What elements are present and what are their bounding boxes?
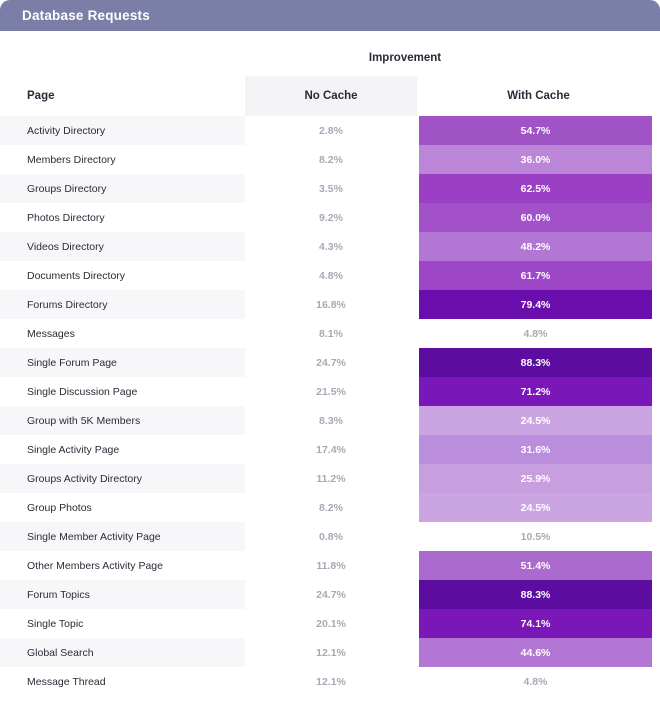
table-row <box>0 261 660 290</box>
row-page-label: Other Members Activity Page <box>27 559 163 572</box>
row-no-cache-value: 17.4% <box>316 443 346 456</box>
table-row <box>0 319 660 348</box>
row-with-cache-cell <box>417 406 660 435</box>
row-page-label: Forum Topics <box>0 580 245 609</box>
row-with-cache-cell <box>417 203 660 232</box>
row-no-cache-value: 3.5% <box>319 182 343 195</box>
table-row <box>0 522 660 551</box>
table-row <box>0 145 660 174</box>
row-with-cache-cell <box>417 609 660 638</box>
row-no-cache-value: 11.8% <box>316 559 346 572</box>
chart-content <box>0 52 660 696</box>
row-no-cache-value: 24.7% <box>316 588 346 601</box>
with-cache-bar <box>419 493 652 522</box>
table-row <box>0 464 660 493</box>
improvement-label: Improvement <box>368 52 442 64</box>
with-cache-bar <box>419 609 652 638</box>
row-page-label: Groups Directory <box>0 174 245 203</box>
row-page-label: Messages <box>27 327 75 340</box>
table-row <box>0 203 660 232</box>
row-no-cache-value: 8.2% <box>319 501 343 514</box>
row-with-cache-value: 51.4% <box>520 559 551 572</box>
row-with-cache-value: 54.7% <box>520 124 551 137</box>
table-row <box>0 377 660 406</box>
page-title: Database Requests <box>22 8 150 23</box>
with-cache-bar <box>419 435 652 464</box>
row-page-label: Group with 5K Members <box>0 406 245 435</box>
row-with-cache-value: 36.0% <box>520 153 551 166</box>
row-with-cache-value: 4.8% <box>523 675 548 688</box>
row-page-label: Single Forum Page <box>0 348 245 377</box>
row-with-cache-value: 25.9% <box>520 472 551 485</box>
with-cache-bar <box>419 232 652 261</box>
row-with-cache-cell <box>417 174 660 203</box>
with-cache-value-nobar <box>419 667 652 696</box>
row-no-cache-value: 12.1% <box>316 646 346 659</box>
row-no-cache-value: 8.3% <box>319 414 343 427</box>
with-cache-bar <box>419 116 652 145</box>
row-with-cache-cell <box>417 435 660 464</box>
row-with-cache-cell <box>417 319 660 348</box>
row-with-cache-cell <box>417 348 660 377</box>
row-page-label: Message Thread <box>27 675 106 688</box>
column-header-no-cache: No Cache <box>245 76 417 116</box>
row-with-cache-value: 62.5% <box>520 182 551 195</box>
column-header-with-cache: With Cache <box>507 90 570 102</box>
row-page-label: Forums Directory <box>0 290 245 319</box>
with-cache-bar <box>419 551 652 580</box>
table-row <box>0 232 660 261</box>
with-cache-bar <box>419 290 652 319</box>
row-no-cache-value: 20.1% <box>316 617 346 630</box>
header-row <box>0 76 660 116</box>
row-no-cache-value: 12.1% <box>316 675 346 688</box>
row-with-cache-value: 24.5% <box>520 501 551 514</box>
table-header <box>0 76 660 116</box>
row-with-cache-value: 60.0% <box>520 211 551 224</box>
row-page-label: Videos Directory <box>0 232 245 261</box>
with-cache-value-nobar <box>419 522 652 551</box>
table-row <box>0 174 660 203</box>
row-with-cache-cell <box>417 638 660 667</box>
row-with-cache-value: 88.3% <box>520 588 551 601</box>
table-row <box>0 609 660 638</box>
with-cache-bar <box>419 348 652 377</box>
row-page-label: Global Search <box>0 638 245 667</box>
table-row <box>0 406 660 435</box>
row-no-cache-value: 4.3% <box>319 240 343 253</box>
row-with-cache-cell <box>417 464 660 493</box>
row-with-cache-value: 88.3% <box>520 356 551 369</box>
row-with-cache-cell <box>417 145 660 174</box>
row-with-cache-value: 44.6% <box>520 646 551 659</box>
row-with-cache-cell <box>417 493 660 522</box>
row-no-cache-value: 4.8% <box>319 269 343 282</box>
row-page-label: Activity Directory <box>0 116 245 145</box>
with-cache-bar <box>419 145 652 174</box>
row-no-cache-value: 16.8% <box>316 298 346 311</box>
with-cache-bar <box>419 638 652 667</box>
row-with-cache-value: 24.5% <box>520 414 551 427</box>
row-with-cache-value: 71.2% <box>520 385 551 398</box>
row-page-label: Photos Directory <box>27 211 105 224</box>
row-no-cache-value: 9.2% <box>319 211 343 224</box>
with-cache-bar <box>419 580 652 609</box>
with-cache-bar <box>419 261 652 290</box>
row-with-cache-cell <box>417 667 660 696</box>
table-body <box>0 116 660 696</box>
row-with-cache-value: 48.2% <box>520 240 551 253</box>
row-page-label: Single Activity Page <box>27 443 120 456</box>
row-no-cache-value: 21.5% <box>316 385 346 398</box>
row-page-label: Members Directory <box>27 153 116 166</box>
row-no-cache-value: 24.7% <box>316 356 346 369</box>
table-row <box>0 493 660 522</box>
with-cache-bar <box>419 377 652 406</box>
window-title-bar <box>0 0 660 31</box>
row-with-cache-cell <box>417 116 660 145</box>
with-cache-value-nobar <box>419 319 652 348</box>
row-no-cache-value: 0.8% <box>319 530 343 543</box>
with-cache-bar <box>419 203 652 232</box>
row-page-label: Single Discussion Page <box>27 385 138 398</box>
table-row <box>0 580 660 609</box>
row-no-cache-value: 11.2% <box>316 472 346 485</box>
row-with-cache-value: 74.1% <box>520 617 551 630</box>
table-row <box>0 551 660 580</box>
row-with-cache-value: 10.5% <box>520 530 551 543</box>
row-no-cache-value: 2.8% <box>319 124 343 137</box>
with-cache-bar <box>419 464 652 493</box>
row-with-cache-cell <box>417 232 660 261</box>
row-no-cache-value: 8.1% <box>319 327 343 340</box>
with-cache-bar <box>419 406 652 435</box>
table-row <box>0 638 660 667</box>
row-with-cache-cell <box>417 551 660 580</box>
row-with-cache-cell <box>417 377 660 406</box>
row-page-label: Single Topic <box>27 617 84 630</box>
row-page-label: Single Member Activity Page <box>0 522 245 551</box>
row-with-cache-cell <box>417 522 660 551</box>
row-with-cache-value: 4.8% <box>523 327 548 340</box>
with-cache-bar <box>419 174 652 203</box>
row-with-cache-value: 61.7% <box>520 269 551 282</box>
table-row <box>0 290 660 319</box>
row-page-label: Documents Directory <box>27 269 126 282</box>
row-page-label: Group Photos <box>27 501 92 514</box>
results-table <box>0 76 660 696</box>
row-with-cache-cell <box>417 261 660 290</box>
table-row <box>0 667 660 696</box>
row-with-cache-cell <box>417 580 660 609</box>
column-header-page: Page <box>27 90 55 102</box>
row-page-label: Groups Activity Directory <box>0 464 245 493</box>
table-row <box>0 116 660 145</box>
row-with-cache-cell <box>417 290 660 319</box>
row-no-cache-value: 8.2% <box>319 153 343 166</box>
row-with-cache-value: 79.4% <box>520 298 551 311</box>
table-row <box>0 435 660 464</box>
table-row <box>0 348 660 377</box>
row-with-cache-value: 31.6% <box>520 443 551 456</box>
